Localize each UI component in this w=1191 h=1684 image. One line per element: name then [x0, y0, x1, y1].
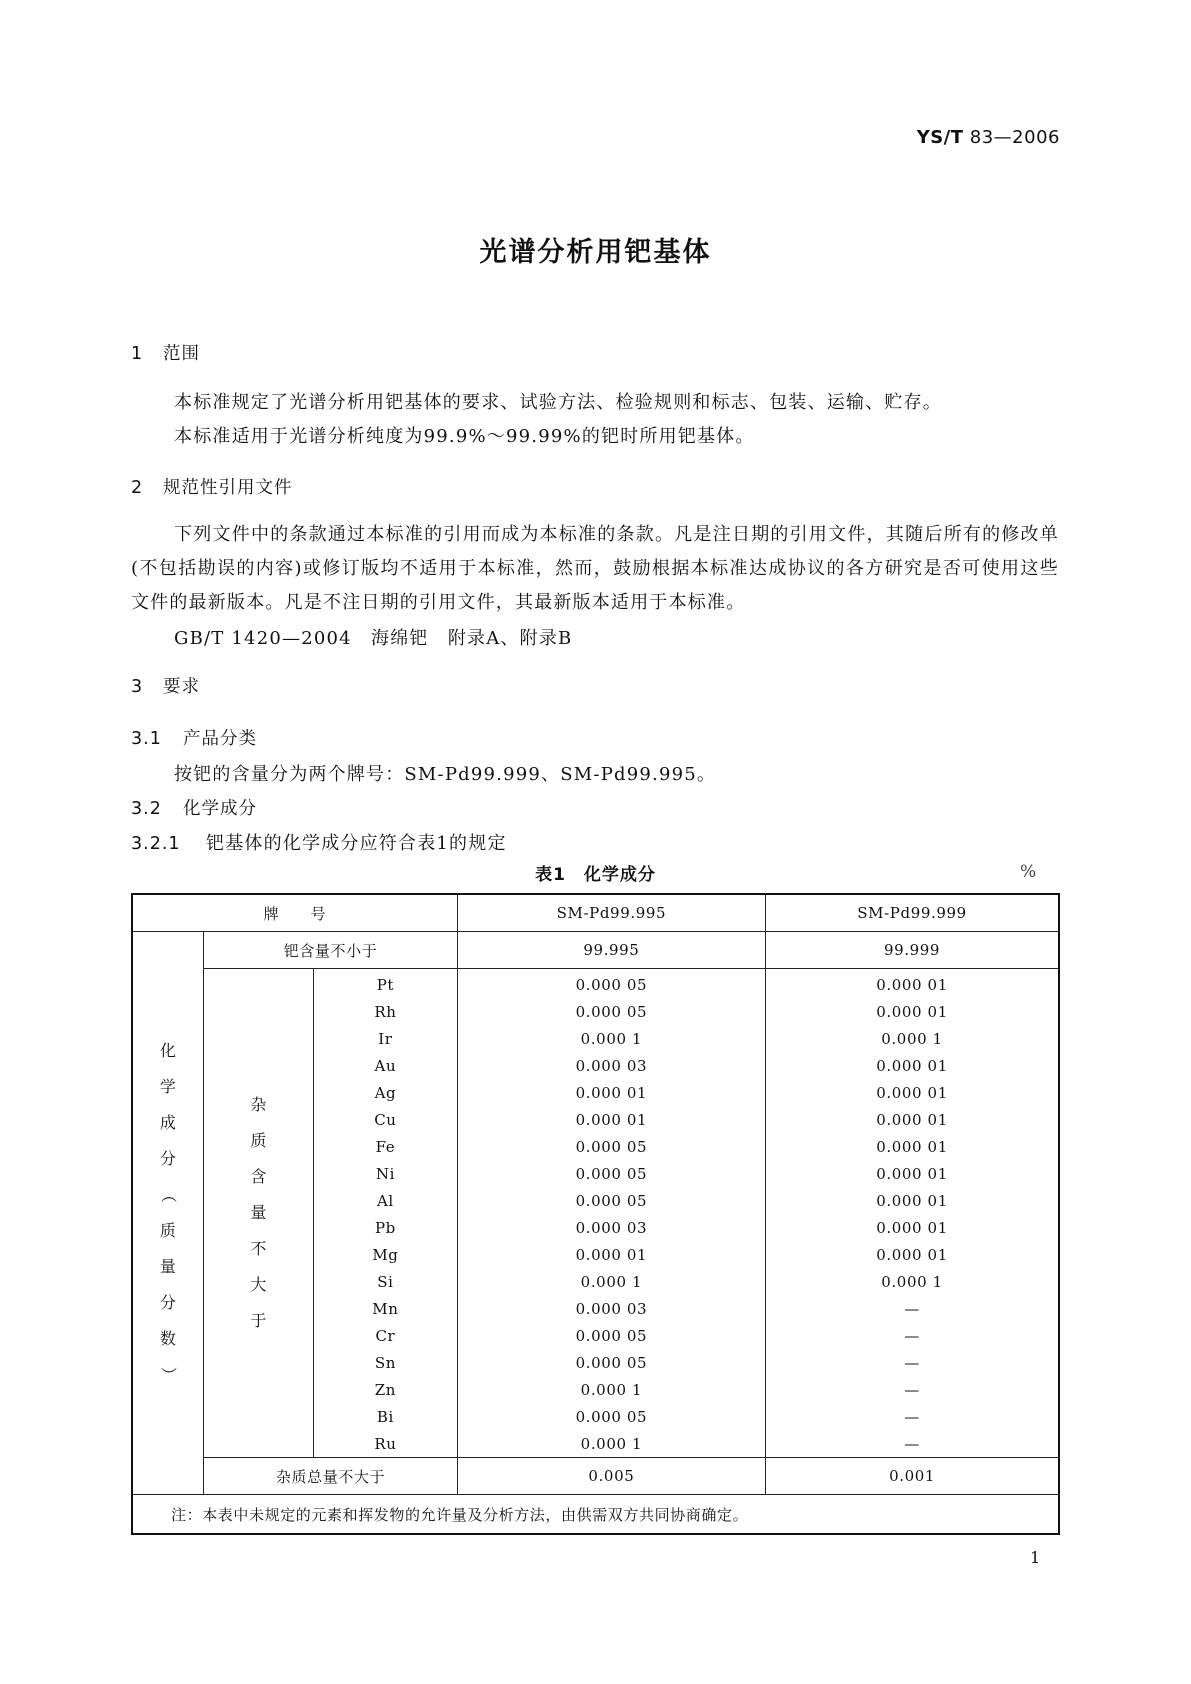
grade-2: SM-Pd99.999 [766, 894, 1059, 932]
impurity-value-2: — [766, 1295, 1059, 1322]
section-3-1-paragraph: 按钯的含量分为两个牌号：SM-Pd99.999、SM-Pd99.995。 [174, 764, 717, 785]
impurity-value-2: 0.000 01 [766, 1187, 1059, 1214]
impurity-value-1: 0.000 01 [457, 1079, 765, 1106]
grade-header-row [132, 894, 1059, 932]
element-name: Ag [314, 1079, 458, 1106]
total-impurity-value-2: 0.001 [766, 1458, 1059, 1495]
table-note-row [132, 1495, 1059, 1535]
impurity-value-1: 0.000 05 [457, 1403, 765, 1430]
impurity-value-1: 0.000 05 [457, 998, 765, 1025]
composition-group-label: 化 学 成 分 （ 质 量 分 数 ） [132, 932, 204, 1495]
grade-1: SM-Pd99.995 [457, 894, 765, 932]
impurity-value-1: 0.000 1 [457, 1025, 765, 1052]
element-name: Mg [314, 1241, 458, 1268]
section-1-paragraph-1: 本标准规定了光谱分析用钯基体的要求、试验方法、检验规则和标志、包装、运输、贮存。 [174, 392, 942, 413]
section-3-1-heading: 3.1 产品分类 [131, 729, 257, 749]
element-name: Pb [314, 1214, 458, 1241]
element-name: Al [314, 1187, 458, 1214]
impurity-value-2: 0.000 01 [766, 1052, 1059, 1079]
page-number: 1 [1030, 1548, 1041, 1567]
element-name: Au [314, 1052, 458, 1079]
impurity-value-1: 0.000 05 [457, 1160, 765, 1187]
impurity-value-2: 0.000 01 [766, 1106, 1059, 1133]
standard-code: YS/T 83—2006 [916, 127, 1060, 148]
impurity-value-2: — [766, 1349, 1059, 1376]
table-note: 注：本表中未规定的元素和挥发物的允许量及分析方法，由供需双方共同协商确定。 [132, 1495, 1059, 1535]
element-name: Rh [314, 998, 458, 1025]
impurity-value-2: — [766, 1403, 1059, 1430]
section-1-paragraph-2: 本标准适用于光谱分析纯度为99.9%～99.99%的钯时所用钯基体。 [174, 426, 755, 447]
impurity-value-2: 0.000 01 [766, 1160, 1059, 1187]
impurity-value-2: 0.000 01 [766, 969, 1059, 999]
impurity-value-1: 0.000 1 [457, 1430, 765, 1458]
impurity-value-2: — [766, 1430, 1059, 1458]
impurity-value-2: 0.000 01 [766, 1241, 1059, 1268]
pd-content-row [132, 932, 1059, 969]
table-caption: 表1 化学成分 [535, 865, 656, 885]
element-name: Pt [314, 969, 458, 999]
element-name: Si [314, 1268, 458, 1295]
element-name: Cr [314, 1322, 458, 1349]
element-name: Fe [314, 1133, 458, 1160]
section-3-2-heading: 3.2 化学成分 [131, 799, 257, 819]
section-2-heading: 2 规范性引用文件 [131, 478, 293, 498]
element-name: Cu [314, 1106, 458, 1133]
section-3-2-1-clause: 3.2.1 钯基体的化学成分应符合表1的规定 [131, 833, 507, 854]
element-name: Mn [314, 1295, 458, 1322]
impurity-value-2: 0.000 01 [766, 1214, 1059, 1241]
impurity-row [132, 969, 1059, 999]
total-impurity-label: 杂质总量不大于 [204, 1458, 457, 1495]
impurity-value-1: 0.000 01 [457, 1106, 765, 1133]
impurity-value-1: 0.000 05 [457, 969, 765, 999]
section-1-heading: 1 范围 [131, 344, 200, 364]
table-unit: % [1020, 862, 1037, 882]
section-3-heading: 3 要求 [131, 677, 200, 697]
pd-value-1: 99.995 [457, 932, 765, 969]
impurity-value-2: — [766, 1376, 1059, 1403]
impurity-value-2: 0.000 1 [766, 1025, 1059, 1052]
element-name: Sn [314, 1349, 458, 1376]
impurity-value-1: 0.000 05 [457, 1133, 765, 1160]
grade-label: 牌 号 [132, 894, 457, 932]
total-impurity-value-1: 0.005 [457, 1458, 765, 1495]
element-name: Ir [314, 1025, 458, 1052]
impurity-group-label: 杂 质 含 量 不 大 于 [204, 969, 314, 1458]
impurity-value-1: 0.000 1 [457, 1268, 765, 1295]
impurity-value-1: 0.000 03 [457, 1052, 765, 1079]
normative-reference: GB/T 1420—2004 海绵钯 附录A、附录B [174, 628, 573, 649]
impurity-value-1: 0.000 1 [457, 1376, 765, 1403]
total-impurity-row [132, 1458, 1059, 1495]
element-name: Bi [314, 1403, 458, 1430]
element-name: Ni [314, 1160, 458, 1187]
pd-value-2: 99.999 [766, 932, 1059, 969]
element-name: Zn [314, 1376, 458, 1403]
section-2-paragraph: 下列文件中的条款通过本标准的引用而成为本标准的条款。凡是注日期的引用文件，其随后所有的修改单(不包括勘误的内容)或修订版均不适用于本标准，然而，鼓励根据本标准达成协议的各方研究是否可使用这些文件的最新版本。凡是不注日期的引用文件，其最新版本适用于本标准。 [131, 524, 1059, 613]
impurity-value-2: 0.000 01 [766, 1133, 1059, 1160]
chemical-composition-table [131, 893, 1060, 1535]
impurity-value-2: 0.000 01 [766, 1079, 1059, 1106]
document-title: 光谱分析用钯基体 [479, 237, 712, 268]
impurity-value-2: 0.000 1 [766, 1268, 1059, 1295]
impurity-value-1: 0.000 03 [457, 1295, 765, 1322]
impurity-value-1: 0.000 03 [457, 1214, 765, 1241]
impurity-value-1: 0.000 05 [457, 1187, 765, 1214]
impurity-value-2: 0.000 01 [766, 998, 1059, 1025]
impurity-value-2: — [766, 1322, 1059, 1349]
element-name: Ru [314, 1430, 458, 1458]
impurity-value-1: 0.000 05 [457, 1322, 765, 1349]
impurity-value-1: 0.000 05 [457, 1349, 765, 1376]
pd-content-label: 钯含量不小于 [204, 932, 457, 969]
impurity-value-1: 0.000 01 [457, 1241, 765, 1268]
